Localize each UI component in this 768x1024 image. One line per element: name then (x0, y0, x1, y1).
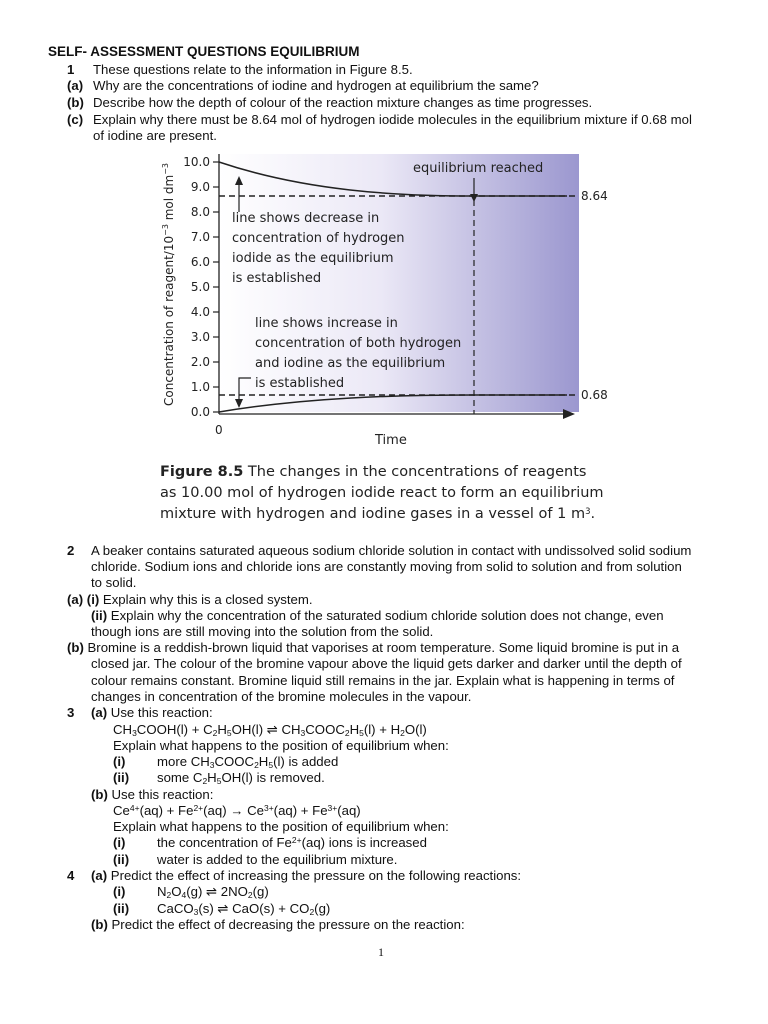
annot2-line2: concentration of both hydrogen (255, 336, 462, 351)
q2-text-3: to solid. (91, 575, 137, 590)
y-tick-label: 3.0 (190, 330, 210, 344)
q2b-text-4: changes in concentration of the bromine molecules in the vapour. (91, 689, 472, 704)
y-tick-label: 1.0 (190, 380, 210, 394)
annot1-line2: concentration of hydrogen (232, 231, 405, 246)
q3bi-text: the concentration of $Fe^{2+}(aq)$ ions is increased (157, 835, 427, 850)
q2aii-text-2: though ions are still moving into the solution from the solid. (91, 624, 434, 639)
caption-line-3: mixture with hydrogen and iodine gases in a vessel of 1 m (160, 506, 586, 522)
q2-number: 2 (67, 543, 75, 558)
y-tick-label: 9.0 (190, 180, 210, 194)
y-axis-label: Concentration of reagent/$10^{-3}$ mol $dm^{-3}$ (161, 162, 176, 406)
page-title: SELF- ASSESSMENT QUESTIONS EQUILIBRIUM (48, 44, 360, 59)
annot2-line4: is established (255, 376, 345, 391)
y-tick-label: 4.0 (190, 305, 210, 319)
x-axis-label: Time (375, 433, 407, 448)
q2a-line: (a) (i) Explain why this is a closed system. (67, 592, 313, 607)
annot1-line1: line shows decrease in (232, 211, 380, 226)
q3aii-text: some $C_2H_5OH(l)$ is removed. (157, 770, 325, 786)
annot2-line3: and iodine as the equilibrium (255, 356, 446, 371)
q3-number: 3 (67, 705, 75, 720)
y-tick-label: 5.0 (190, 280, 210, 294)
q4ai-label: (i) (113, 884, 126, 899)
q3aii-label: (ii) (113, 770, 130, 785)
q3b-explain: Explain what happens to the position of equilibrium when: (113, 819, 449, 834)
q4b-line: (b) Predict the effect of decreasing the pressure on the reaction: (91, 917, 465, 932)
q1c-text-1: Explain why there must be 8.64 mol of hydrogen iodide molecules in the equilibrium mixture if 0.68 mol (93, 112, 692, 127)
q3a-equation: $CH_3COOH(l) + C_2H_5OH(l)$ ⇌ $CH_3COOC_2H_5(l) + H_2O(l)$ (113, 722, 427, 738)
q3a-explain: Explain what happens to the position of equilibrium when: (113, 738, 449, 753)
y-tick-label: 2.0 (190, 355, 210, 369)
q3a-line: (a) Use this reaction: (91, 705, 213, 720)
y-tick-label: 6.0 (190, 255, 210, 269)
caption-line-1: The changes in the concentrations of reagents (243, 464, 587, 480)
q1-intro: These questions relate to the information in Figure 8.5. (93, 62, 413, 77)
eq-reached-label: equilibrium reached (413, 161, 544, 176)
q4ai-equation: $N_2O_4(g)$ ⇌ $2NO_2(g)$ (157, 884, 269, 900)
annot1-line4: is established (232, 271, 322, 286)
annot2-line1: line shows increase in (255, 316, 398, 331)
y-tick-label: 8.0 (190, 205, 210, 219)
q2b-text-3: colour remains constant. Bromine liquid still remains in the jar. Explain what is happening in terms of (91, 673, 675, 688)
figure-8-5-chart (155, 148, 625, 458)
q3b-equation: $Ce^{4+}(aq) + Fe^{2+}(aq) \to Ce^{3+}(aq) + Fe^{3+}(aq)$ (113, 803, 361, 818)
q1b-text: Describe how the depth of colour of the reaction mixture changes as time progresses. (93, 95, 593, 110)
q3bi-label: (i) (113, 835, 126, 850)
x-origin-label: 0 (215, 423, 223, 437)
q1c-text-2: of iodine are present. (93, 128, 217, 143)
q3b-line: (b) Use this reaction: (91, 787, 214, 802)
q4aii-equation: CaCO$_3$(s) ⇌ $CaO(s) + CO_2(g)$ (157, 901, 331, 917)
q2b-text-2: closed jar. The colour of the bromine vapour above the liquid gets darker and darker until the depth of (91, 656, 682, 671)
caption-line-2: as 10.00 mol of hydrogen iodide react to form an equilibrium (160, 485, 604, 501)
caption-label: Figure 8.5 (160, 464, 244, 480)
q1a-label: (a) (67, 78, 84, 93)
q3ai-text: more $CH_3COOC_2H_5(l)$ is added (157, 754, 339, 770)
q1a-text: Why are the concentrations of iodine and hydrogen at equilibrium the same? (93, 78, 539, 93)
q4a-line: (a) Predict the effect of increasing the pressure on the following reactions: (91, 868, 522, 883)
q4aii-label: (ii) (113, 901, 130, 916)
q2b-line: (b) Bromine is a reddish-brown liquid that vaporises at room temperature. Some liquid bromine is put in a (67, 640, 680, 655)
y-tick-label: 0.0 (190, 405, 210, 419)
value-low-label: 0.68 (581, 388, 608, 402)
figure-caption (160, 462, 604, 525)
q1c-label: (c) (67, 112, 84, 127)
q3ai-label: (i) (113, 754, 126, 769)
q4-number: 4 (67, 868, 75, 883)
q1b-label: (b) (67, 95, 84, 110)
q3bii-text: water is added to the equilibrium mixture. (157, 852, 398, 867)
caption-end: . (590, 506, 596, 522)
q3bii-label: (ii) (113, 852, 130, 867)
caption-sup: 3 (585, 507, 591, 517)
page-number: 1 (378, 945, 384, 959)
annot1-line3: iodide as the equilibrium (232, 251, 394, 266)
q1-number: 1 (67, 62, 75, 77)
y-tick-label: 7.0 (190, 230, 210, 244)
y-tick-label: 10.0 (183, 155, 210, 169)
value-high-label: 8.64 (581, 189, 608, 203)
q2-text-1: A beaker contains saturated aqueous sodium chloride solution in contact with undissolved solid sodium (91, 543, 692, 558)
q2aii-line: (ii) Explain why the concentration of the saturated sodium chloride solution does not change, even (91, 608, 664, 623)
q2-text-2: chloride. Sodium ions and chloride ions are constantly moving from solid to solution and from solution (91, 559, 682, 574)
